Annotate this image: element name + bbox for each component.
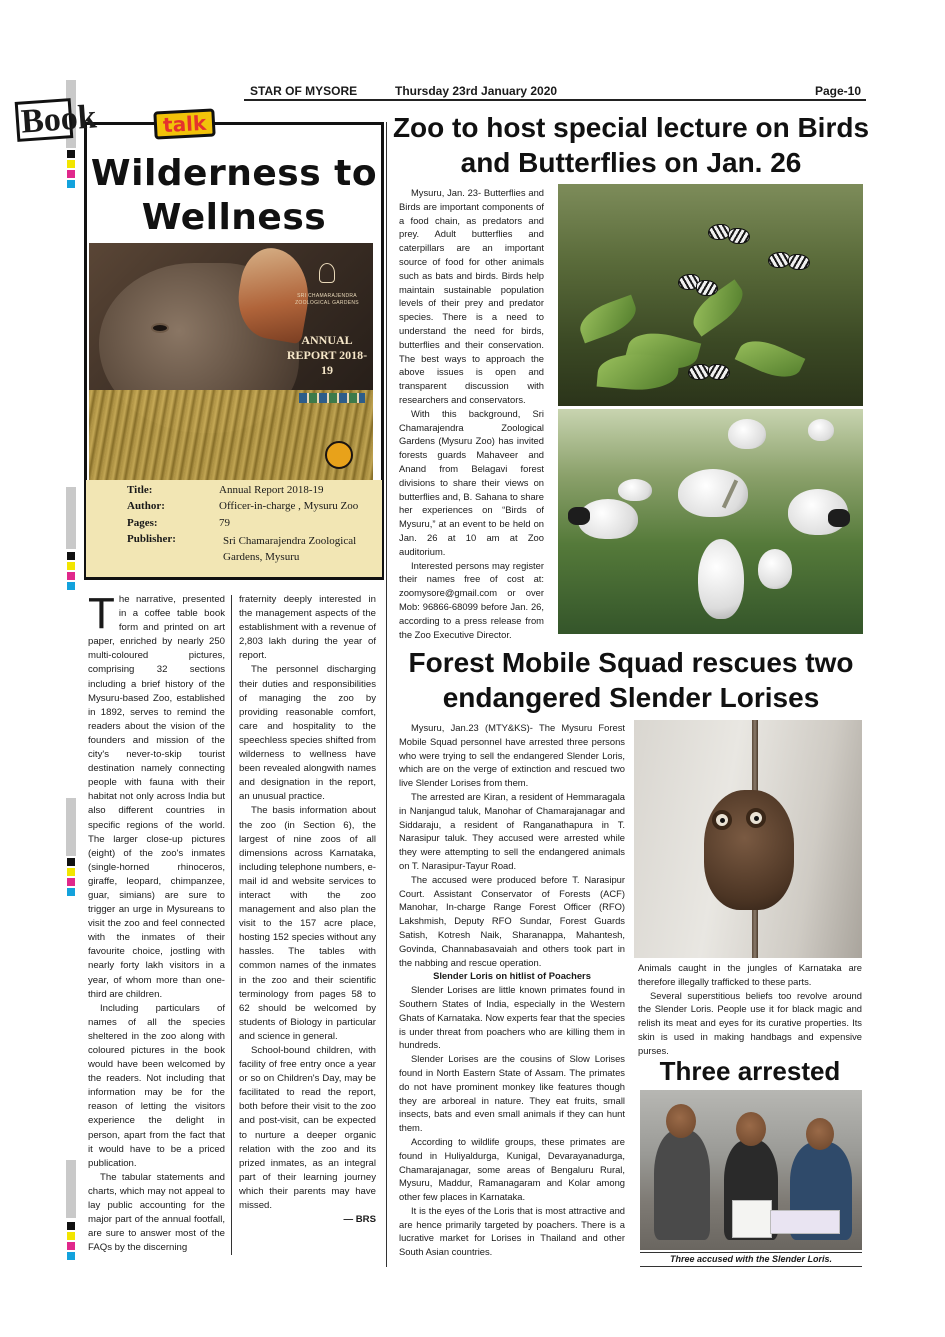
section-divider xyxy=(386,122,387,1267)
storks-photo xyxy=(558,409,863,634)
paragraph: Animals caught in the jungles of Karnataka are therefore illegally trafficked to these parts. xyxy=(638,962,862,987)
cover-heading: ANNUAL REPORT 2018-19 xyxy=(286,333,368,377)
photo-caption: Three accused with the Slender Loris. xyxy=(669,1254,833,1264)
leaf-shape xyxy=(597,351,680,394)
column-rule xyxy=(231,595,232,1255)
registration-mark xyxy=(67,582,75,590)
paragraph: The basis information about the zoo (in Section 6), the largest of nine zoos of all dimensions across Karnataka, including telephone numbers, e-mail id and website services to interact with the zoo management and also plan the visit to the 157 acre place, hosting 152 species without any hassles. The tables with common names of the inmates in the zoo and their scientific terminology from pages 58 to 62 should be welcomed by students of Biology in particular and science in general. xyxy=(239,805,376,1042)
detail-label: Publisher: xyxy=(127,533,176,545)
byline-signature: — BRS xyxy=(343,1214,376,1226)
paragraph: The tabular statements and charts, which may not appeal to lay public accounting for the major part of the annual footfall, are sure to answer most of the FAQs by the discerning xyxy=(88,1171,225,1254)
person-shape xyxy=(654,1130,710,1240)
registration-mark xyxy=(67,1222,75,1230)
tray-shape xyxy=(770,1210,840,1234)
paragraph: Several superstitious beliefs too revolve around the Slender Loris. People use it for black magic and relish its meat and eyes for its curative properties. Its skin is used in making handbags and expensive purses. xyxy=(638,989,862,1056)
paragraph: School-bound children, with facility of free entry once a year or so on Children's Day, may be facilitated to read the report, both before their visit to the zoo and post-visit, can be expected to nurture a deeper organic relation with the zoo and its prized inmates, as an integral part of their learning journey which their parents may have missed. xyxy=(239,1045,376,1212)
paragraph: The arrested are Kiran, a resident of Hemmaragala in Nanjangud taluk, Manohar of Chamarajanagar and Siddaraju, a resident of Ranganathapura in T. Narasipur taluk. They accused were arrested while they were attempting to sell the endangered animals on T. Narasipur-Tayur Road. xyxy=(399,790,625,871)
cover-sponsor-strip xyxy=(299,393,365,403)
loris-eye xyxy=(746,808,766,828)
detail-value: Sri Chamarajendra Zoological Gardens, Mysuru xyxy=(223,535,357,563)
caption-rule xyxy=(640,1252,862,1253)
book-talk-logo-talk: talk xyxy=(153,108,216,139)
registration-mark xyxy=(67,858,75,866)
paragraph: Slender Lorises are the cousins of Slow Lorises found in North Eastern State of Assam. The primates do not have prominent monkey like features though they are arboreal in nature. They eat fruits, small insects, bats and even small animals if they can hunt them. xyxy=(399,1053,625,1134)
paragraph: According to wildlife groups, these primates are found in Huliyaldurga, Kunigal, Devarayanadurga, Chamarajanagar, some areas of Bengaluru Rural, Mysuru, Maddur, Ramanagaram and Kolar among other few places in Karnataka. xyxy=(399,1135,625,1203)
paragraph: he narrative, presented in a coffee table book form and printed on art paper, enriched by nearly 250 multi-coloured pictures, comprising 32 sections including a brief history of the Mysuru-based Zoo, established in 1892, serves to remind the readers about the vision of the founders and mission of the city's never-to-skip tourist destination namely connecting people with fauna with their habitat not only across India but also different countries in specific regions of the world. The larger close-up pictures (eight) of the zoo's inmates (single-horned rhinoceros, giraffe, leopard, chimpanzee, guar, simians) are sure to trigger an urge in Mysureans to visit the zoo and feel connected with the inmates of their favourite choice, jostling with nearly forty lakh visitors in a year, of whom more than one-third are children. xyxy=(88,594,225,1000)
registration-mark xyxy=(67,1232,75,1240)
page-number: Page-10 xyxy=(815,84,862,98)
accused-photo xyxy=(640,1090,862,1250)
registration-mark xyxy=(67,170,75,178)
registration-bar xyxy=(66,1160,76,1218)
three-arrested-subhead: Three arrested xyxy=(659,1056,841,1086)
loris-subhead: Slender Loris on hitlist of Poachers xyxy=(433,970,591,982)
paragraph: It is the eyes of the Loris that is most attractive and are hence primarily targeted by poachers. There is a lucrative market for Lorises in Thailand and other South Asian countries. xyxy=(399,1204,625,1258)
paragraph: The personnel discharging their duties and responsibilities of managing the zoo by providing reasonable comfort, care and hospitality to the speechless species shifted from wilderness to wellness have been revealed alongwith names and designation in the report, an unusual practice. xyxy=(239,664,376,803)
butterflies-photo xyxy=(558,184,863,406)
book-review-title: Wilderness to Wellness xyxy=(90,153,378,238)
registration-bar xyxy=(66,487,76,549)
registration-mark xyxy=(67,888,75,896)
stork-shape xyxy=(728,419,766,449)
paragraph: fraternity deeply interested in the management aspects of the establishment with a revenue of 2,803 lakh during the year of report. xyxy=(239,594,376,662)
loris-shape xyxy=(704,790,794,910)
registration-mark xyxy=(67,868,75,876)
paragraph: The accused were produced before T. Narasipur Court. Assistant Conservator of Forests (ACF) Manohar, In-charge Range Forest Officer (RFO) Lakshmish, Deputy RFO Sundar, Forest Guards Satish, Kotresh Naik, Sharanappa, Mahantesh, Govinda, Channabasavaiah and others took part in the nabbing and rescue operation. xyxy=(399,873,625,968)
drop-cap: T xyxy=(88,589,115,638)
loris-eye xyxy=(712,810,732,830)
caption-rule xyxy=(640,1266,862,1267)
registration-mark xyxy=(67,160,75,168)
paragraph: Interested persons may register their names free of cost at: zoomysore@gmail.com or over Mob: 96866-68099 before Jan. 26, according to a press release from the Zoo Executive Director. xyxy=(399,559,544,640)
book-talk-logo-book: Book xyxy=(15,98,74,142)
newspaper-name: STAR OF MYSORE xyxy=(250,84,358,98)
stork-shape xyxy=(808,419,834,441)
rhino-eye-illustration xyxy=(151,323,169,333)
header-rule xyxy=(244,99,866,101)
registration-mark xyxy=(67,562,75,570)
cover-org-name: SRI CHAMARAJENDRA ZOOLOGICAL GARDENS xyxy=(295,293,359,306)
zoo-lecture-headline: Zoo to host special lecture on Birds and Butterflies on Jan. 26 xyxy=(392,112,870,178)
stork-shape xyxy=(758,549,792,589)
book-review-column-2 xyxy=(239,593,376,1258)
leaf-shape xyxy=(575,295,642,344)
registration-bar xyxy=(66,798,76,856)
paragraph: Mysuru, Jan.23 (MTY&KS)- The Mysuru Forest Mobile Squad personnel have arrested three persons who were trying to sell the endangered Slender Loris, which are on the verge of extinction and rescued two live Slender Lorises from them. xyxy=(399,722,625,789)
person-head xyxy=(666,1104,696,1138)
registration-mark xyxy=(67,572,75,580)
leaf-shape xyxy=(735,332,806,386)
detail-value: 79 xyxy=(219,517,230,529)
zoo-logo-icon xyxy=(319,263,335,283)
stork-shape xyxy=(678,469,748,517)
detail-label: Pages: xyxy=(127,517,158,529)
paragraph: Mysuru, Jan. 23- Butterflies and Birds are important components of a food chain, as predators and prey. Adult butterflies and caterpillars are an important source of food for other animals such as bats and birds. Birds help maintain sustainable population levels of their prey and predator species. There is a need to understand the need for birds, butterflies and their conservation. The best ways to approach the above issues is open and transparent discussion with researchers and conservators. xyxy=(399,187,544,405)
loris-story-continued xyxy=(638,961,862,1061)
registration-mark xyxy=(67,552,75,560)
detail-value: Annual Report 2018-19 xyxy=(219,484,324,496)
stork-shape xyxy=(618,479,652,501)
issue-date: Thursday 23rd January 2020 xyxy=(395,84,558,98)
zoo-story-body xyxy=(399,186,544,640)
registration-mark xyxy=(67,150,75,158)
annual-report-cover-image xyxy=(89,243,373,480)
loris-story-body xyxy=(399,721,625,1266)
anniversary-emblem-icon xyxy=(325,441,353,469)
registration-mark xyxy=(67,1252,75,1260)
detail-value: Officer-in-charge , Mysuru Zoo xyxy=(219,500,359,512)
detail-label: Title: xyxy=(127,484,153,496)
stork-shape xyxy=(698,539,744,619)
registration-mark xyxy=(67,1242,75,1250)
paragraph: Slender Lorises are little known primates found in Southern States of India, especially in the Western Ghats of Karnataka. Now experts fear that the species is under threat from poachers who are killing them in hundreds. xyxy=(399,984,625,1051)
detail-label: Author: xyxy=(127,500,165,512)
registration-mark xyxy=(67,180,75,188)
slender-loris-photo xyxy=(634,720,862,958)
registration-mark xyxy=(67,878,75,886)
person-head xyxy=(736,1112,766,1146)
book-review-column-1 xyxy=(88,589,225,1258)
paragraph: Including particulars of names of all the species sheltered in the zoo along with coloured pictures in the book would have been welcomed by the readers. Not including that information may be for the reason of letting the visitors experience the delight in person, apart from the fact that it would have to be a priced publication. xyxy=(88,1002,225,1169)
paragraph: With this background, Sri Chamarajendra Zoological Gardens (Mysuru Zoo) has invited forests guards Mahaveer and Anand from Belagavi forest divisions to share their views on butterflies and, B. Sahana to share her experiences on “Birds of Mysuru,” at an event to be held on Jan. 26 at 10 am at Zoo auditorium. xyxy=(399,407,544,557)
box-shape xyxy=(732,1200,772,1238)
loris-rescue-headline: Forest Mobile Squad rescues two endangered Slender Lorises xyxy=(408,647,854,713)
person-head xyxy=(806,1118,834,1150)
